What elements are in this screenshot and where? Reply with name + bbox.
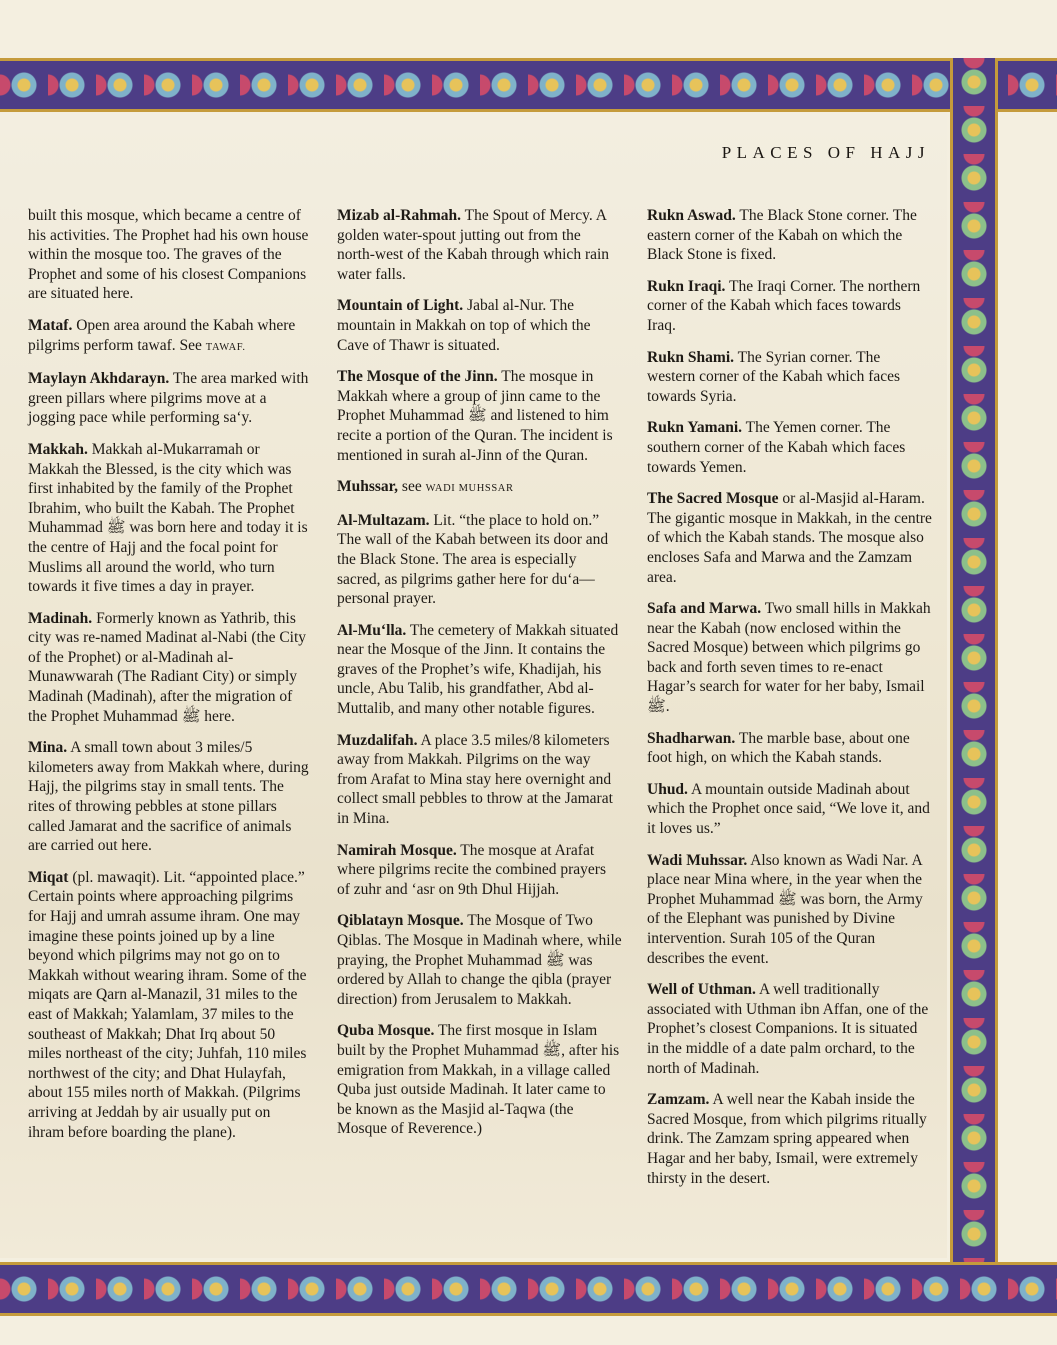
page-title: PLACES OF HAJJ [721, 143, 930, 162]
glossary-entry [28, 440, 310, 597]
glossary-entry [647, 780, 932, 839]
glossary-entry [647, 851, 932, 969]
entry-term: Al-Mu‘lla. [337, 621, 407, 639]
entry-definition: Jabal al-Nur. The mountain in Makkah on top of which the Cave of Thawr is situated. [337, 297, 591, 354]
ornamental-border-top [0, 58, 1057, 112]
glossary-entry [647, 418, 932, 477]
entry-term: Uhud. [647, 780, 688, 798]
glossary-entry [647, 1090, 932, 1188]
glossary-entry [337, 511, 622, 609]
entry-definition: or al-Masjid al-Haram. The gigantic mosque in Makkah, in the centre of which the Kabah stands. The mosque also encloses Safa and Marwa and the Zamzam area. [647, 490, 932, 586]
entry-definition: The mosque at Arafat where pilgrims recite the combined prayers of zuhr and ‘asr on 9th Dhul Hijjah. [337, 841, 606, 898]
entry-definition: The cemetery of Makkah situated near the Mosque of the Jinn. It contains the graves of the Prophet’s wife, Khadijah, his uncle, Abu Talib, his grandfather, Abd al-Muttalib, and many other notable figures. [337, 621, 619, 718]
glossary-entry [28, 609, 310, 727]
entry-term: Rukn Yamani. [647, 419, 743, 437]
entry-definition: A well near the Kabah inside the Sacred Mosque, from which pilgrims ritually drink. The Zamzam spring appeared when Hagar and her baby, Ismail, were extremely thirsty in the desert. [647, 1091, 927, 1187]
glossary-entry [28, 369, 310, 428]
glossary-column-2 [337, 206, 622, 1151]
entry-definition: Two small hills in Makkah near the Kabah (now enclosed within the Sacred Mosque) between which pilgrims go back and forth seven times to re-enact Hagar’s search for water for her baby, Ismail ﷺ. [647, 600, 931, 716]
entry-term: Qiblatayn Mosque. [337, 912, 464, 930]
entry-definition: The area marked with green pillars where pilgrims move at a jogging pace while performing sa‘y. [28, 370, 309, 427]
entry-definition: The Syrian corner. The western corner of the Kabah which faces towards Syria. [647, 348, 901, 405]
entry-term: Well of Uthman. [647, 981, 756, 999]
entry-definition: see [398, 478, 426, 496]
entry-definition: The Black Stone corner. The eastern corner of the Kabah on which the Black Stone is fixed. [647, 207, 917, 264]
entry-term: Mataf. [28, 316, 73, 334]
entry-term: Quba Mosque. [337, 1022, 435, 1040]
glossary-entry [28, 316, 310, 357]
entry-term: Al-Multazam. [337, 511, 430, 529]
entry-term: Rukn Aswad. [647, 207, 736, 224]
entry-definition: The Iraqi Corner. The northern corner of the Kabah which faces towards Iraq. [647, 277, 921, 334]
glossary-entry [647, 980, 932, 1078]
glossary-entry [337, 477, 622, 499]
entry-definition: (pl. mawaqit). Lit. “appointed place.” Certain points where approaching pilgrims for Hajj and umrah assume ihram. One may imagine these points joined up by a line beyond which pilgrims may not go on to Makkah without wearing ihram. Some of the miqats are Qarn al-Manazil, 31 miles to the east of Makkah; Yalamlam, 37 miles to the southeast of Makkah; Dhat Irq about 50 miles northeast of the city; Juhfah, 110 miles northwest of the city; and Dhat Hulayfah, about 155 miles north of Makkah. (Pilgrims arriving at Jeddah by air usually put on ihram before boarding the plane). [28, 868, 307, 1141]
entry-definition: Lit. “the place to hold on.” The wall of the Kabah between its door and the Black Stone. The area is especially sacred, as pilgrims gather here for du‘a—personal prayer. [337, 511, 609, 608]
entry-term: Mizab al-Rahmah. [337, 207, 461, 224]
entry-definition: The marble base, about one foot high, on which the Kabah stands. [647, 729, 910, 767]
glossary-entry [337, 621, 622, 719]
entry-term: Muhssar, [337, 478, 399, 496]
cross-reference: TAWAF. [205, 341, 246, 353]
glossary-entry [337, 206, 622, 284]
entry-definition: built this mosque, which became a centre of his activities. The Prophet had his own house within the mosque too. The graves of the Prophet and some of his closest Companions are situated here. [28, 207, 309, 303]
glossary-column-1 [28, 206, 310, 1154]
entry-definition: The Spout of Mercy. A golden water-spout jutting out from the north-west of the Kabah through which rain water falls. [337, 207, 610, 283]
entry-term: Mountain of Light. [337, 297, 464, 315]
glossary-entry [337, 911, 622, 1009]
glossary-entry [647, 348, 932, 407]
entry-term: Madinah. [28, 609, 93, 627]
entry-term: Maylayn Akhdarayn. [28, 370, 170, 388]
glossary-entry [28, 868, 310, 1142]
entry-definition: The Yemen corner. The southern corner of the Kabah which faces towards Yemen. [647, 419, 906, 476]
glossary-entry [337, 296, 622, 355]
entry-term: Safa and Marwa. [647, 600, 762, 618]
glossary-entry [337, 841, 622, 900]
entry-definition: Open area around the Kabah where pilgrims perform tawaf. See [28, 316, 296, 354]
entry-term: Muzdalifah. [337, 731, 418, 749]
entry-definition: Makkah al-Mukarramah or Makkah the Blessed, is the city which was first inhabited by the family of the Prophet Ibrahim, who built the Kabah. The Prophet Muhammad ﷺ was born here and today it is the centre of Hajj and the focal point for Muslims all around the world, who turn towards it five times a day in prayer. [28, 440, 308, 596]
glossary-entry [647, 206, 932, 265]
entry-definition: A mountain outside Madinah about which the Prophet once said, “We love it, and it loves us.” [647, 780, 930, 838]
entry-definition: A place 3.5 miles/8 kilometers away from Makkah. Pilgrims on the way from Arafat to Mina stay here overnight and collect small pebbles to throw at the Jamarat in Mina. [337, 731, 613, 828]
glossary-entry [647, 277, 932, 336]
cross-reference: WADI MUHSSAR [425, 483, 514, 495]
entry-definition: Also known as Wadi Nar. A place near Mina where, in the year when the Prophet Muhammad ﷺ was born, the Army of the Elephant was punished by Divine intervention. Surah 105 of the Quran describes the event. [647, 851, 923, 967]
entry-definition: A small town about 3 miles/5 kilometers away from Makkah where, during Hajj, the pilgrims stay in small tents. The rites of throwing pebbles at stone pillars called Jamarat and the sacrifice of animals are carried out here. [28, 739, 309, 855]
entry-term: Rukn Shami. [647, 348, 735, 366]
entry-definition: Formerly known as Yathrib, this city was re-named Madinat al-Nabi (the City of the Prophet) or al-Madinah al-Munawwarah (The Radiant City) or simply Madinah (Madinah), after the migration of the Prophet Muhammad ﷺ here. [28, 609, 307, 725]
entry-term: Shadharwan. [647, 729, 736, 747]
entry-term: Mina. [28, 739, 68, 757]
entry-term: Zamzam. [647, 1091, 710, 1109]
entry-term: Miqat [28, 868, 69, 886]
entry-term: Namirah Mosque. [337, 841, 457, 859]
ornamental-border-right [950, 58, 998, 1310]
glossary-entry [647, 489, 932, 587]
entry-definition: The mosque in Makkah where a group of jinn came to the Prophet Muhammad ﷺ and listened to him recite a portion of the Quran. The incident is mentioned in surah al-Jinn of the Quran. [337, 368, 613, 464]
entry-term: Makkah. [28, 440, 88, 458]
entry-term: Rukn Iraqi. [647, 277, 726, 295]
glossary-entry [337, 1021, 622, 1139]
glossary-entry [647, 729, 932, 768]
ornamental-border-bottom [0, 1262, 1057, 1316]
glossary-entry [28, 738, 310, 856]
entry-term: Wadi Muhssar. [647, 851, 748, 869]
glossary-entry [647, 599, 932, 717]
entry-definition: The first mosque in Islam built by the Prophet Muhammad ﷺ, after his emigration from Makkah, in a village called Quba just outside Madinah. It later came to be known as the Masjid al-Taqwa (the Mosque of Reverence.) [337, 1022, 620, 1138]
glossary-column-3 [647, 206, 932, 1200]
glossary-entry [28, 206, 310, 304]
entry-term: The Mosque of the Jinn. [337, 368, 498, 386]
entry-definition: The Mosque of Two Qiblas. The Mosque in Madinah where, while praying, the Prophet Muhammad ﷺ was ordered by Allah to change the qibla (prayer direction) from Jerusalem to Makkah. [337, 912, 622, 1008]
glossary-entry [337, 731, 622, 829]
entry-term: The Sacred Mosque [647, 490, 779, 508]
glossary-entry [337, 367, 622, 465]
entry-definition: A well traditionally associated with Uthman ibn Affan, one of the Prophet’s closest Companions. It is situated in the middle of a date palm orchard, to the north of Madinah. [647, 981, 929, 1077]
